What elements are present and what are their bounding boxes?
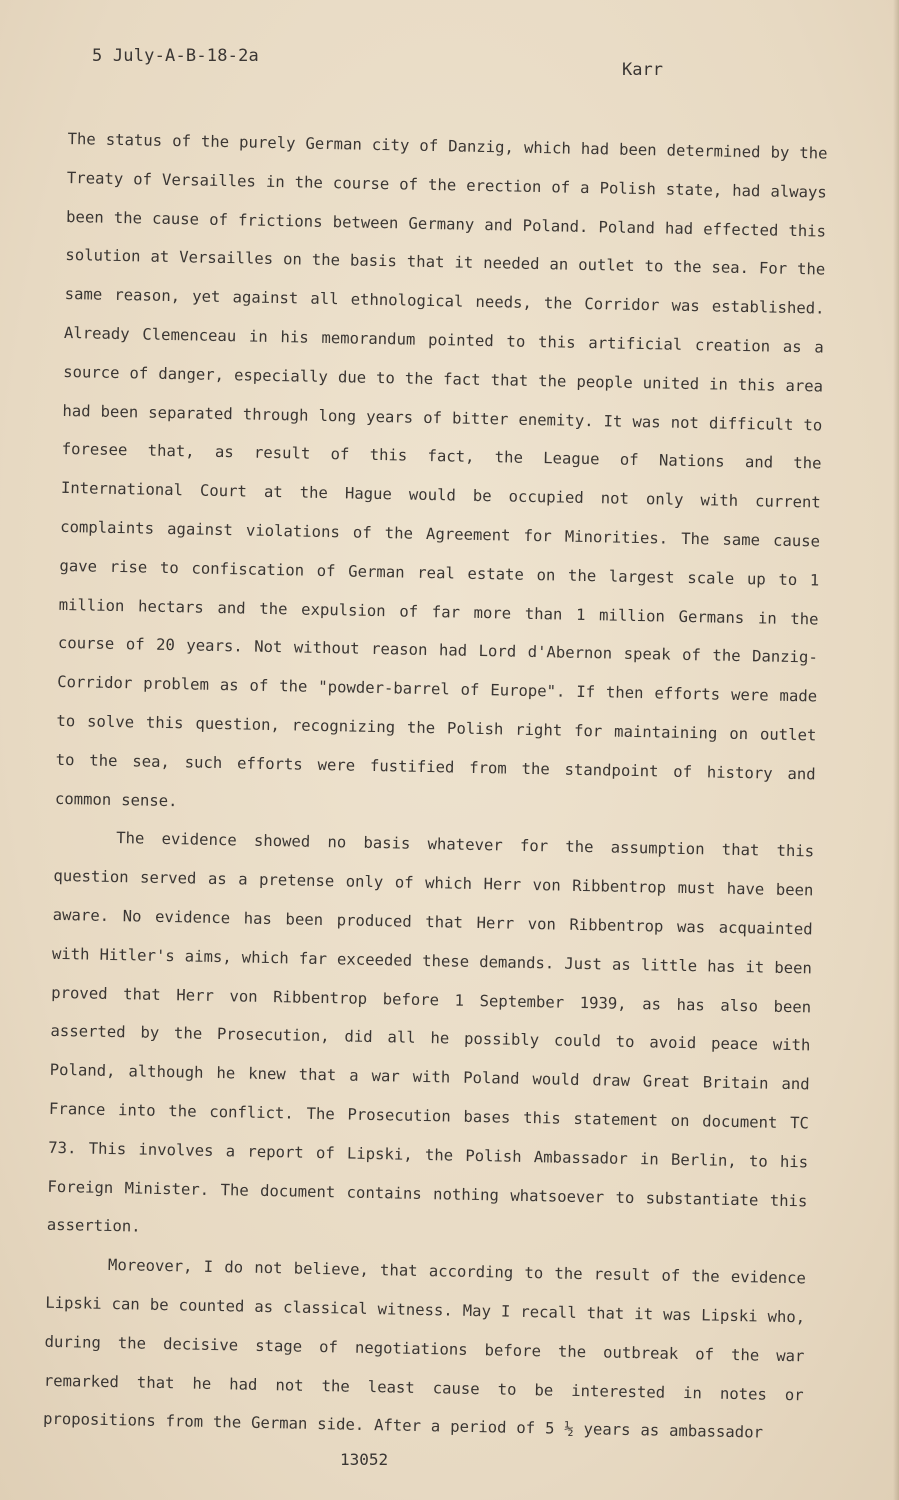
paragraph-lipski: Moreover, I do not believe, that according to the result of the evidence Lipski can be counted as classical witness. May I recall that it was Lipski who, during the decisive stage of negotiations before the outbreak of the war remarked that he had not the least cause to be interested in notes or propositions from the German side. After a period of 5 ½ years as ambassador — [42, 1256, 807, 1442]
speaker-name: Karr — [622, 60, 663, 80]
paragraph-evidence: The evidence showed no basis whatever for the assumption that this question served as a pretense only of which Herr von Ribbentrop must have been aware. No evidence has been produced that Herr von Ribbentrop was acquainted with Hitler's aims, which far exceeded these demands. Just as little has it been proved that Herr von Ribbentrop before 1 September 1939, as has also been asserted by the Prosecution, did all he possibly could to avoid peace with Poland, although he knew that a war with Poland would draw Great Britain and France into the conflict. The Prosecution bases this statement on document TC 73. This involves a report of Lipski, the Polish Ambassador in Berlin, to his Foreign Minister. The document contains nothing whatsoever to substantiate this assertion. — [46, 829, 815, 1236]
page-edge-shadow — [893, 0, 899, 1500]
body-text — [43, 120, 828, 1453]
paragraph-danzig-status: The status of the purely German city of Danzig, which had been determined by the Treaty of Versailles in the course of the erection of a Polish state, had always been the cause of frictions between Germany and Poland. Poland had effected this solution at Versailles on the basis that it needed an outlet to the sea. For the same reason, yet against all ethnological needs, the Corridor was established. Already Clemenceau in his memorandum pointed to this artificial creation as a source of danger, especially due to the fact that the people united in this area had been separated through long years of bitter enemity. It was not difficult to foresee that, as result of this fact, the League of Nations and the International Court at the Hague would be occupied not only with current complaints against violations of the Agreement for Minorities. The same cause gave rise to confiscation of German real estate on the largest scale up to 1 million hectars and the expulsion of far more than 1 million Germans in the course of 20 years. Not without reason had Lord d'Abernon speak of the Danzig-Corridor problem as of the "powder-barrel of Europe". If then efforts were made to solve this question, recognizing the Polish right for maintaining on outlet to the sea, such efforts were fustified from the standpoint of history and common sense. — [54, 129, 828, 810]
document-reference: 5 July-A-B-18-2a — [92, 46, 259, 66]
page-number: 13052 — [340, 1450, 389, 1469]
